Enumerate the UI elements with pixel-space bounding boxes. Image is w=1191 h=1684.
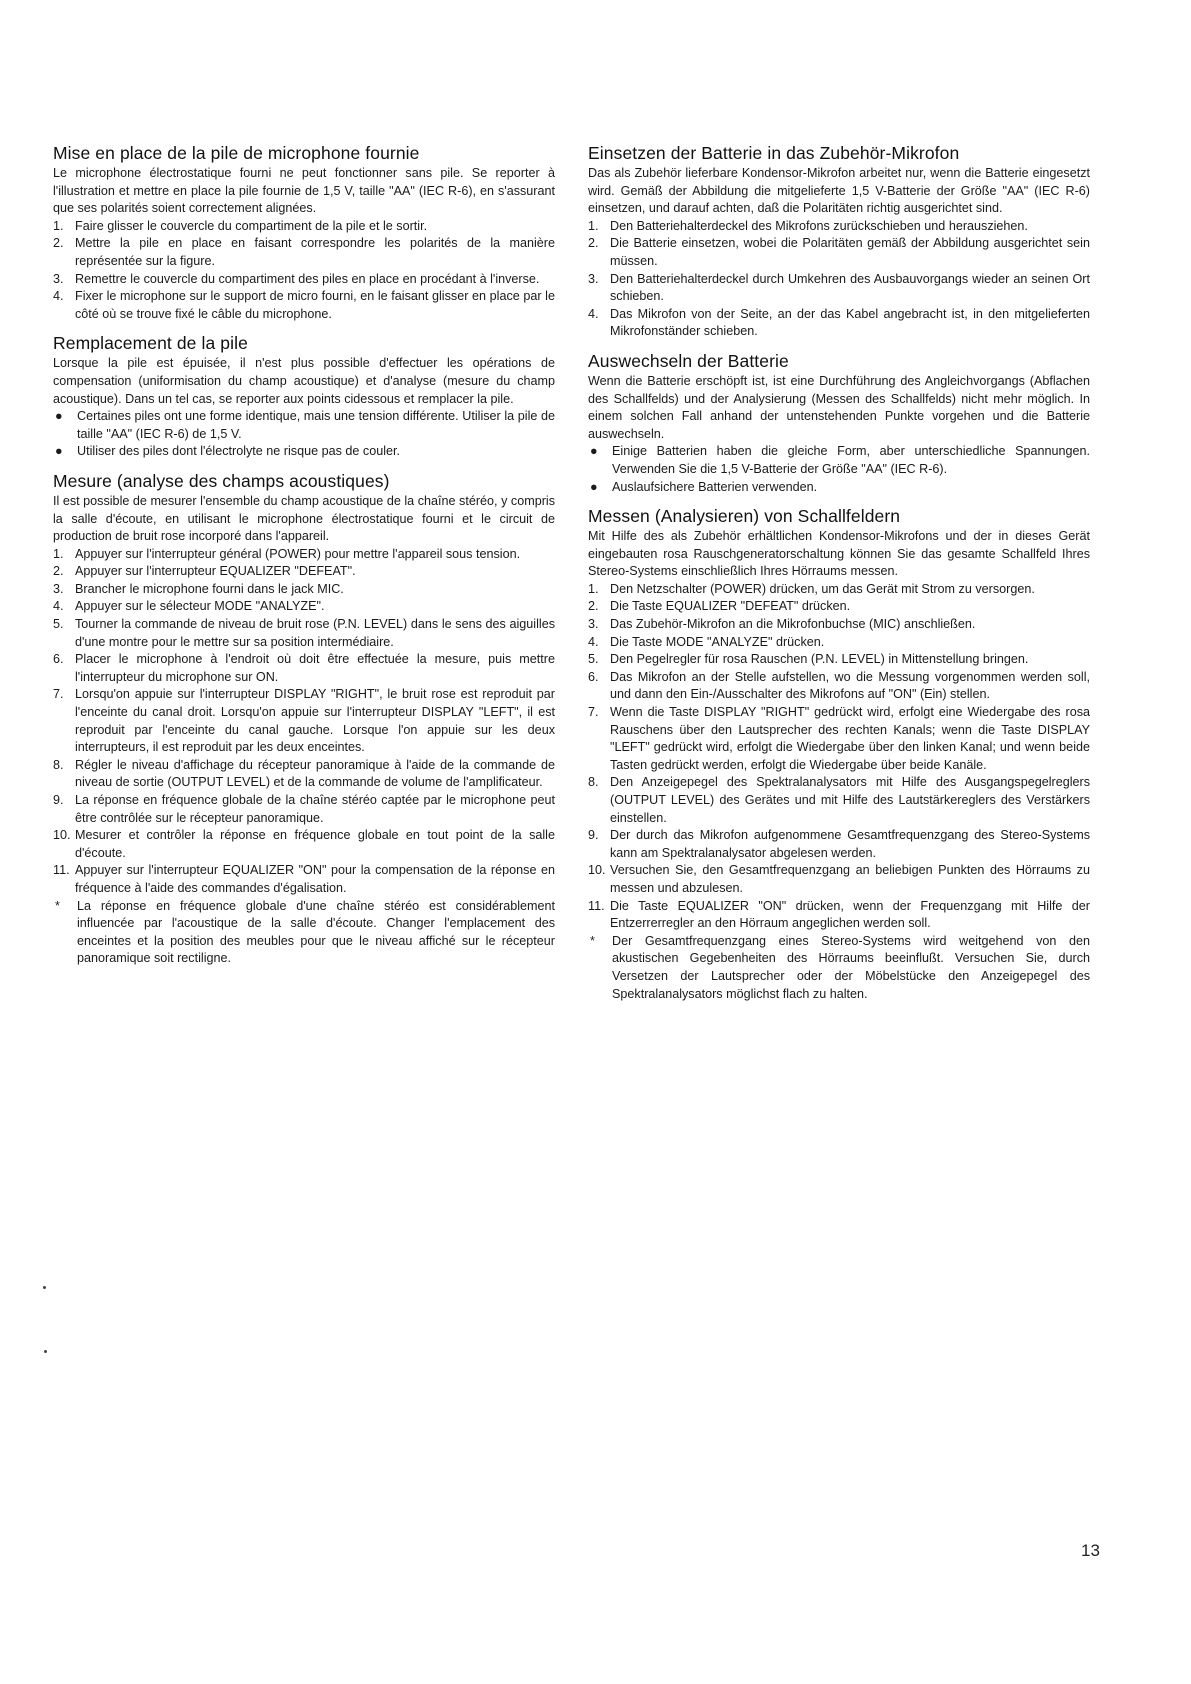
item-number: 4. <box>588 306 599 321</box>
list-item <box>588 443 1090 478</box>
list-item <box>588 634 1090 652</box>
item-number: 3. <box>53 581 64 596</box>
item-text: Appuyer sur l'interrupteur général (POWER) pour mettre l'appareil sous tension. <box>75 546 521 561</box>
item-number: 9. <box>588 828 599 843</box>
item-text: Den Batteriehalterdeckel durch Umkehren des Ausbauvorgangs wieder an seinen Ort schieben. <box>610 271 1090 304</box>
item-number: 1. <box>588 581 599 596</box>
section-intro: Il est possible de mesurer l'ensemble du champ acoustique de la chaîne stéréo, y compris la salle d'écoute, en utilisant le microphone électrostatique fourni et le circuit de production de bruit rose incorporé dans l'appareil. <box>53 493 555 544</box>
item-number: 3. <box>588 617 599 632</box>
item-number: 8. <box>53 757 64 772</box>
section-battery-replace-de <box>588 351 1090 496</box>
step-list <box>588 581 1090 1003</box>
list-item <box>588 616 1090 634</box>
list-item <box>588 218 1090 236</box>
list-item <box>53 218 555 236</box>
item-number: 1. <box>53 218 64 233</box>
item-number: 4. <box>53 289 64 304</box>
list-item <box>588 669 1090 704</box>
item-text: Das Mikrofon von der Seite, an der das Kabel angebracht ist, in den mitgelieferten Mikrofonständer schieben. <box>610 306 1090 339</box>
list-item <box>53 862 555 897</box>
list-item <box>588 479 1090 497</box>
item-text: Utiliser des piles dont l'électrolyte ne risque pas de couler. <box>77 444 401 459</box>
list-item <box>588 581 1090 599</box>
item-number: 2. <box>588 236 599 251</box>
step-list <box>588 218 1090 341</box>
list-item <box>53 686 555 756</box>
item-text: Den Batteriehalterdeckel des Mikrofons zurückschieben und herausziehen. <box>610 218 1028 233</box>
item-text: Wenn die Taste DISPLAY "RIGHT" gedrückt wird, erfolgt eine Wiedergabe des rosa Rauschens über den Lautsprecher des rechten Kanals; wenn die Taste DISPLAY "LEFT" gedrückt wird, erfolgt die Wiedergabe über den linken Kanal; und wenn beide Tasten gedrückt werden, erfolgt die Wiedergabe über beide Kanäle. <box>610 705 1090 772</box>
item-number: 2. <box>53 236 64 251</box>
item-number: 2. <box>588 599 599 614</box>
item-number: 5. <box>588 652 599 667</box>
section-title: Remplacement de la pile <box>53 333 248 354</box>
list-item <box>53 757 555 792</box>
item-text: Faire glisser le couvercle du compartiment de la pile et le sortir. <box>75 218 428 233</box>
item-number: 10. <box>53 828 71 843</box>
list-item <box>53 827 555 862</box>
bullet-icon: ● <box>55 409 63 424</box>
list-item-note <box>53 898 555 968</box>
item-text: Auslaufsichere Batterien verwenden. <box>612 479 818 494</box>
item-number: 4. <box>53 599 64 614</box>
section-battery-install-de <box>588 143 1090 341</box>
list-item <box>53 598 555 616</box>
item-text: Lorsqu'on appuie sur l'interrupteur DISPLAY "RIGHT", le bruit rose est reproduit par l'enceinte du canal droit. Lorsqu'on appuie sur l'interrupteur DISPLAY "LEFT", il est reproduit par l'enceinte du canal gauche. Lorsque l'on appuie sur les deux interrupteurs, il est reproduit par les deux enceintes. <box>75 687 555 755</box>
item-text: Die Taste MODE "ANALYZE" drücken. <box>610 634 825 649</box>
list-item <box>53 581 555 599</box>
item-number: 11. <box>588 898 605 913</box>
list-item <box>53 288 555 323</box>
list-item <box>588 862 1090 897</box>
list-item <box>53 616 555 651</box>
item-text: Der durch das Mikrofon aufgenommene Gesamtfrequenzgang des Stereo-Systems kann am Spektralanalysator abgelesen werden. <box>610 828 1090 860</box>
item-text: Der Gesamtfrequenzgang eines Stereo-Systems wird weitgehend von den akustischen Gegebenheiten des Hörraums beeinflußt. Versuchen Sie, durch Versetzen der Lautsprecher oder der Möbelstücke den Anzeigepegel des Spektralanalysators möglichst flach zu halten. <box>612 933 1090 1001</box>
list-item <box>588 651 1090 669</box>
item-number: 6. <box>588 669 599 684</box>
bullet-icon: ● <box>590 444 598 459</box>
section-title: Mise en place de la pile de microphone fournie <box>53 143 420 163</box>
list-item <box>53 563 555 581</box>
scan-speck <box>43 1286 46 1289</box>
list-item <box>588 306 1090 341</box>
item-number: 1. <box>53 546 64 561</box>
section-battery-install-fr <box>53 143 555 323</box>
item-text: Die Batterie einsetzen, wobei die Polaritäten gemäß der Abbildung ausgerichtet sein müssen. <box>610 236 1090 268</box>
list-item <box>53 271 555 289</box>
list-item-note <box>588 933 1090 1003</box>
item-text: Einige Batterien haben die gleiche Form, aber unterschiedliche Spannungen. Verwenden Sie die 1,5 V-Batterie der Größe "AA" (IEC R-6). <box>612 444 1090 476</box>
item-number: 3. <box>53 271 64 286</box>
section-intro: Das als Zubehör lieferbare Kondensor-Mikrofon arbeitet nur, wenn die Batterie eingesetzt wird. Gemäß der Abbildung die mitgelieferte 1,5 V-Batterie der Größe "AA" (IEC R-6) einsetzen, und darauf achten, daß die Polaritäten richtig ausgerichtet sind. <box>588 166 1090 216</box>
list-item <box>53 235 555 270</box>
item-text: Den Anzeigepegel des Spektralanalysators mit Hilfe des Ausgangspegelreglers (OUTPUT LEVEL) des Gerätes und mit Hilfe des Lautstärkereglers des Verstärkers einstellen. <box>610 775 1090 825</box>
item-text: Placer le microphone à l'endroit où doit être effectuée la mesure, puis mettre l'interrupteur du microphone sur ON. <box>75 652 555 684</box>
item-number: 4. <box>588 634 599 649</box>
item-text: Régler le niveau d'affichage du récepteur panoramique à l'aide de la commande de niveau de sortie (OUTPUT LEVEL) et de la commande de volume de l'amplificateur. <box>75 757 555 790</box>
item-text: Appuyer sur l'interrupteur EQUALIZER "ON" pour la compensation de la réponse en fréquence à l'aide des commandes d'égalisation. <box>75 863 555 895</box>
step-list <box>53 218 555 324</box>
item-number: 1. <box>588 218 599 233</box>
list-item <box>53 651 555 686</box>
bullet-list <box>588 443 1090 496</box>
item-number: 3. <box>588 271 599 286</box>
item-text: Den Netzschalter (POWER) drücken, um das Gerät mit Strom zu versorgen. <box>610 581 1035 596</box>
section-battery-replace-fr <box>53 333 555 461</box>
step-list <box>53 546 555 968</box>
item-text: Mesurer et contrôler la réponse en fréquence globale en tout point de la salle d'écoute. <box>75 828 555 860</box>
item-number: 7. <box>53 687 64 702</box>
item-text: Appuyer sur l'interrupteur EQUALIZER "DEFEAT". <box>75 564 356 579</box>
bullet-icon: ● <box>55 444 63 459</box>
section-title: Mesure (analyse des champs acoustiques) <box>53 470 390 491</box>
item-text: Die Taste EQUALIZER "ON" drücken, wenn der Frequenzgang mit Hilfe der Entzerrerregler an den Hörraum angeglichen werden soll. <box>610 898 1090 931</box>
list-item <box>588 704 1090 774</box>
list-item <box>53 443 555 461</box>
list-item <box>588 898 1090 933</box>
item-number: 10. <box>588 863 606 878</box>
item-number: 9. <box>53 793 64 807</box>
item-text: La réponse en fréquence globale d'une chaîne stéréo est considérablement influencée par l'acoustique de la salle d'écoute. Changer l'emplacement des enceintes et la position des meubles pour que le niveau affiché sur le récepteur panoramique soit rectiligne. <box>77 898 555 966</box>
list-item <box>588 598 1090 616</box>
item-number: 11. <box>53 863 70 878</box>
page-number: 13 <box>1081 1541 1100 1560</box>
asterisk-icon: * <box>590 933 595 948</box>
bullet-icon: ● <box>590 479 598 494</box>
list-item <box>588 271 1090 306</box>
section-intro: Mit Hilfe des als Zubehör erhältlichen Kondensor-Mikrofons und der in dieses Gerät eingebauten rosa Rauschgeneratorschaltung können Sie das gesamte Schallfeld Ihres Stereo-Systems einschließlich Ihres Hörraums messen. <box>588 529 1090 579</box>
list-item <box>588 235 1090 270</box>
item-text: Versuchen Sie, den Gesamtfrequenzgang an beliebigen Punkten des Hörraums zu messen und abzulesen. <box>610 863 1090 895</box>
item-text: Tourner la commande de niveau de bruit rose (P.N. LEVEL) dans le sens des aiguilles d'une montre pour le mettre sur sa position intermédiaire. <box>75 617 555 649</box>
item-text: Die Taste EQUALIZER "DEFEAT" drücken. <box>610 599 851 614</box>
list-item <box>53 792 555 827</box>
item-number: 6. <box>53 652 64 667</box>
item-number: 7. <box>588 705 599 720</box>
section-intro: Wenn die Batterie erschöpft ist, ist eine Durchführung des Angleichvorgangs (Abflachen des Schallfelds) und der Analysierung (Messen des Schallfelds) nicht mehr möglich. In einem solchen Fall anhand der untenstehenden Punkte vorgehen und die Batterie auswechseln. <box>588 373 1090 441</box>
bullet-list <box>53 408 555 461</box>
section-measure-de <box>588 506 1090 1003</box>
item-text: La réponse en fréquence globale de la chaîne stéréo captée par le microphone peut être contrôlée sur le récepteur panoramique. <box>75 793 555 825</box>
item-text: Appuyer sur le sélecteur MODE "ANALYZE". <box>75 599 325 614</box>
list-item <box>588 774 1090 827</box>
item-number: 2. <box>53 564 64 579</box>
item-text: Mettre la pile en place en faisant correspondre les polarités de la manière représentée sur la figure. <box>75 236 555 268</box>
item-text: Certaines piles ont une forme identique, mais une tension différente. Utiliser la pile de taille "AA" (IEC R-6) de 1,5 V. <box>77 409 555 441</box>
section-measure-fr <box>53 471 555 968</box>
section-intro: Le microphone électrostatique fourni ne peut fonctionner sans pile. Se reporter à l'illustration et mettre en place la pile fournie de 1,5 V, taille "AA" (IEC R-6), en s'assurant que ses polarités soient correctement alignées. <box>53 166 555 216</box>
asterisk-icon: * <box>55 898 60 913</box>
item-text: Fixer le microphone sur le support de micro fourni, en le faisant glisser en place par le côté où se trouve fixé le câble du microphone. <box>75 289 555 321</box>
french-column <box>53 143 555 978</box>
list-item <box>588 827 1090 862</box>
item-text: Remettre le couvercle du compartiment des piles en place en procédant à l'inverse. <box>75 271 540 286</box>
item-number: 5. <box>53 617 64 632</box>
section-title: Einsetzen der Batterie in das Zubehör-Mikrofon <box>588 143 960 163</box>
item-text: Das Zubehör-Mikrofon an die Mikrofonbuchse (MIC) anschließen. <box>610 617 976 632</box>
item-number: 8. <box>588 775 599 790</box>
list-item <box>53 546 555 564</box>
scan-speck <box>44 1350 47 1353</box>
german-column <box>588 143 1090 1013</box>
item-text: Brancher le microphone fourni dans le jack MIC. <box>75 581 344 596</box>
list-item <box>53 408 555 443</box>
section-title: Messen (Analysieren) von Schallfeldern <box>588 506 901 527</box>
section-title: Auswechseln der Batterie <box>588 350 789 371</box>
section-intro: Lorsque la pile est épuisée, il n'est plus possible d'effectuer les opérations de compensation (uniformisation du champ acoustique) et d'analyse (mesure du champ acoustique). Dans un tel cas, se reporter aux points cidessous et remplacer la pile. <box>53 356 555 406</box>
item-text: Das Mikrofon an der Stelle aufstellen, wo die Messung vorgenommen werden soll, und dann den Ein-/Ausschalter des Mikrofons auf "ON" (Ein) stellen. <box>610 669 1090 702</box>
item-text: Den Pegelregler für rosa Rauschen (P.N. LEVEL) in Mittenstellung bringen. <box>610 652 1029 667</box>
